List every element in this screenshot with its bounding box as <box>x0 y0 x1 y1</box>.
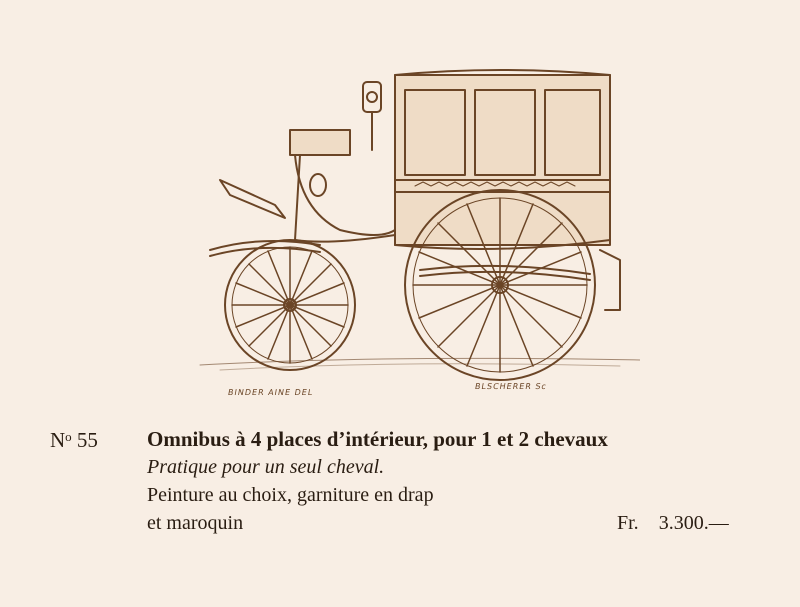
item-number: $N^o$ 55 <box>50 428 98 452</box>
engraver-credit-left: BINDER AINE DEL <box>227 388 315 397</box>
engraver-credit-right: BLSCHERER Sc <box>474 382 548 391</box>
price-value: 3.300.— <box>658 512 729 534</box>
item-title: Omnibus à 4 places d’intérieur, pour 1 et 2 chevaux <box>147 427 608 451</box>
price-label: Fr. <box>617 512 639 534</box>
carriage-illustration <box>180 60 640 400</box>
item-subtitle: Pratique pour un seul cheval. <box>147 456 385 478</box>
item-description-line1: Peinture au choix, garniture en drap <box>147 484 434 506</box>
item-description-line2: et maroquin <box>147 512 244 534</box>
item-price <box>617 512 729 535</box>
